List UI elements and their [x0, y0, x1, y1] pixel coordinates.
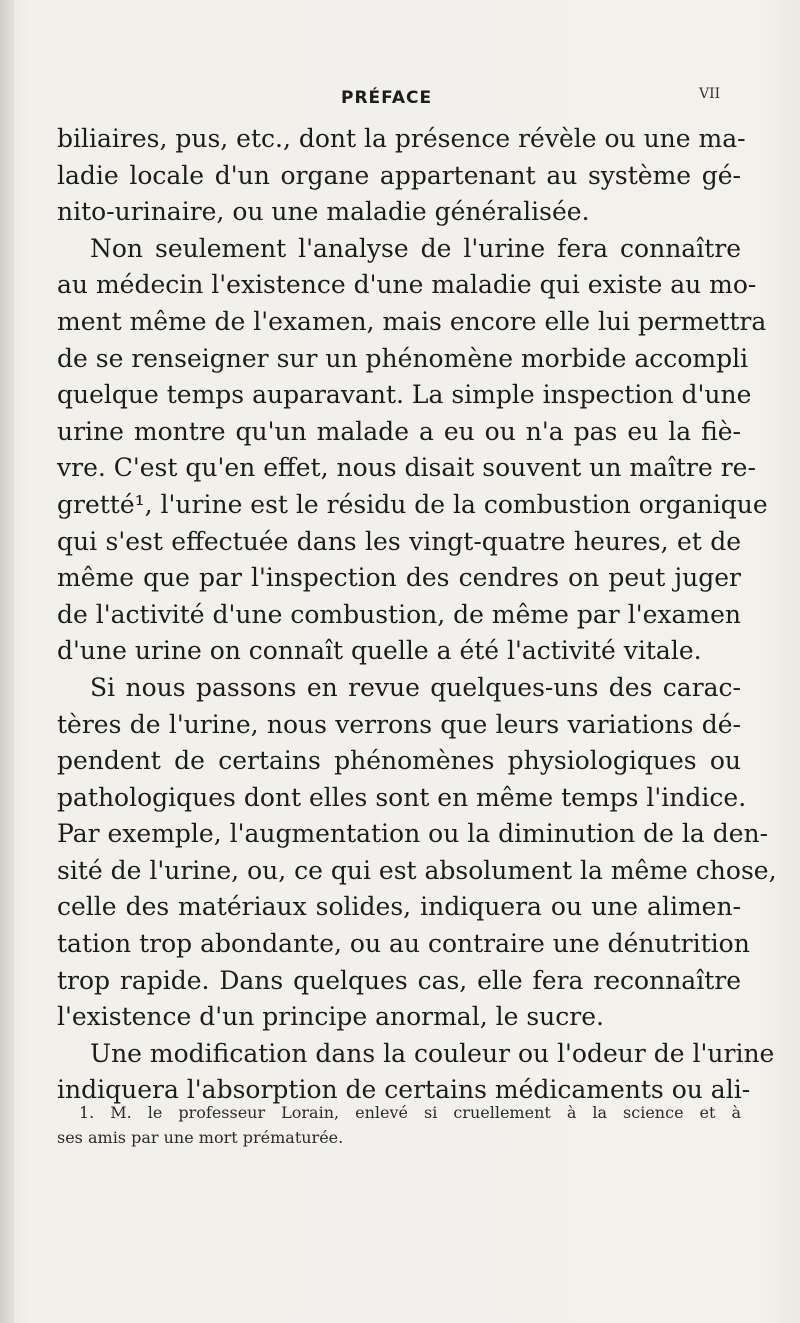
page-number: VII [699, 86, 721, 102]
text-line: trop rapide. Dans quelques cas, elle fera reconnaître [57, 965, 741, 995]
text-line: biliaires, pus, etc., dont la présence révèle ou une ma- [57, 124, 746, 153]
text-line: quelque temps auparavant. La simple inspection d'une [57, 380, 752, 410]
text-line: qui s'est effectuée dans les vingt-quatre heures, et de [57, 526, 741, 556]
text-line: celle des matériaux solides, indiquera ou une alimen- [57, 892, 741, 922]
text-line: pendent de certains phénomènes physiologiques ou [57, 746, 741, 776]
page-gutter-shadow [0, 0, 14, 1323]
text-line: pathologiques dont elles sont en même temps l'indice. [57, 782, 747, 812]
footnote-line: ses amis par une mort prématurée. [57, 1128, 344, 1147]
text-line: vre. C'est qu'en effet, nous disait souvent un maître re- [57, 453, 756, 483]
footnote-line: 1. M. le professeur Lorain, enlevé si cruellement à la science et à [79, 1103, 741, 1122]
text-line: tation trop abondante, ou au contraire une dénutrition [57, 929, 750, 959]
text-line: l'existence d'un principe anormal, le sucre. [57, 1002, 604, 1032]
text-line: nito-urinaire, ou une maladie généralisée. [57, 197, 590, 227]
running-title: PRÉFACE [341, 88, 433, 108]
text-line: gretté¹, l'urine est le résidu de la combustion organique [57, 489, 768, 519]
text-line: sité de l'urine, ou, ce qui est absolument la même chose, [57, 855, 777, 885]
text-line: tères de l'urine, nous verrons que leurs variations dé- [57, 709, 741, 739]
text-line: ladie locale d'un organe appartenant au système gé- [57, 160, 741, 190]
text-line: de se renseigner sur un phénomène morbide accompli [57, 343, 749, 373]
text-line: Par exemple, l'augmentation ou la diminution de la den- [57, 819, 769, 849]
text-line: d'une urine on connaît quelle a été l'activité vitale. [57, 636, 702, 666]
body-text [57, 121, 777, 1109]
text-line: de l'activité d'une combustion, de même par l'examen [57, 599, 741, 629]
text-line: Si nous passons en revue quelques-uns des carac- [90, 672, 741, 702]
text-line: Non seulement l'analyse de l'urine fera connaître [90, 233, 741, 263]
text-line: indiquera l'absorption de certains médicaments ou ali- [57, 1075, 751, 1105]
text-line: Une modification dans la couleur ou l'odeur de l'urine [90, 1038, 775, 1068]
footnotes [57, 1100, 741, 1150]
text-line: même que par l'inspection des cendres on peut juger [57, 563, 741, 593]
text-line: ment même de l'examen, mais encore elle lui permettra [57, 306, 767, 336]
text-line: au médecin l'existence d'une maladie qui existe au mo- [57, 270, 757, 300]
running-head [0, 88, 800, 118]
text-line: urine montre qu'un malade a eu ou n'a pas eu la fiè- [57, 416, 741, 446]
